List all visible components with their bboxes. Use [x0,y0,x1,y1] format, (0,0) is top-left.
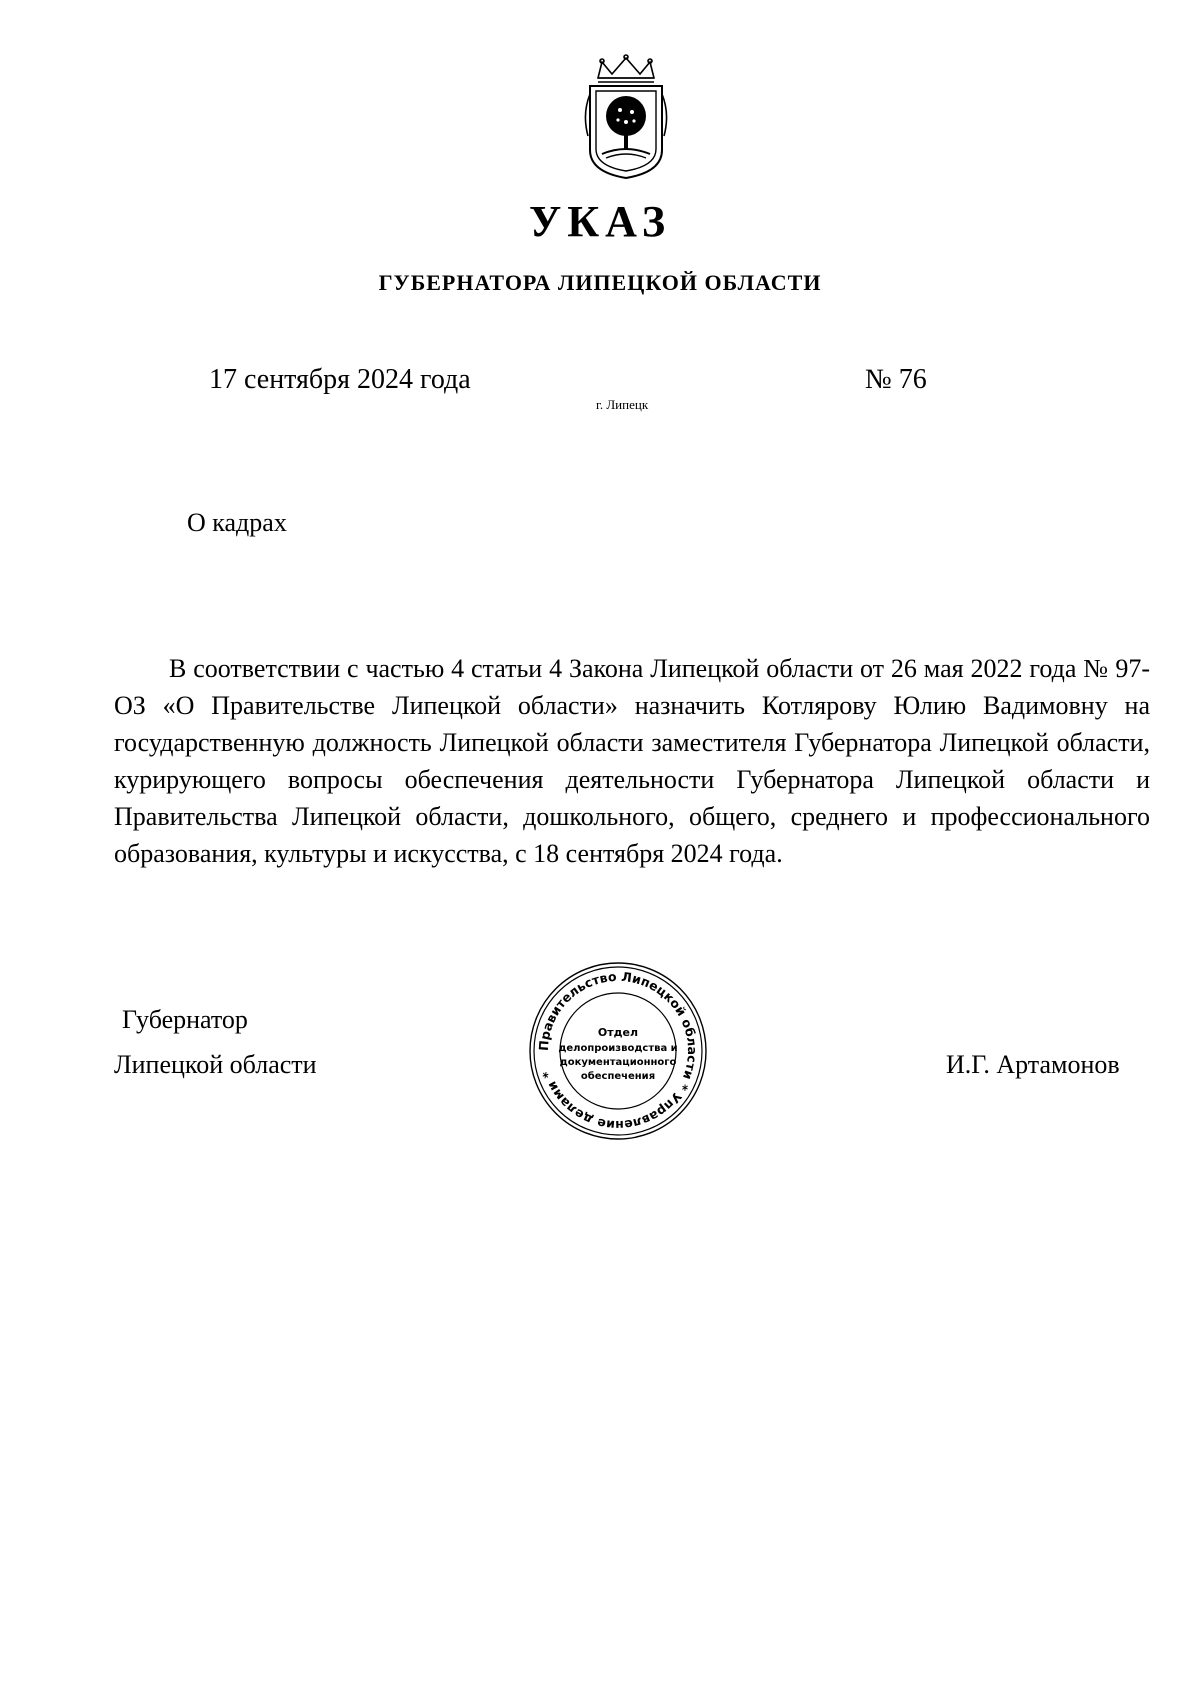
official-stamp [525,958,711,1144]
stamp-inner-line3: документационного [559,1057,677,1068]
coat-of-arms-icon [580,54,672,182]
document-subject: О кадрах [187,508,287,537]
stamp-inner-line4: обеспечения [580,1071,656,1082]
signatory-name: И.Г. Артамонов [946,1050,1120,1079]
document-body: В соответствии с частью 4 статьи 4 Закона Липецкой области от 26 мая 2022 года № 97-ОЗ «О Правительстве Липецкой области» назначить Котлярову Юлию Вадимовну на государственную должность Липецкой области заместителя Губернатора Липецкой области, курирующего вопросы обеспечения деятельности Губернатора Липецкой области и Правительства Липецкой области, дошкольного, общего, среднего и профессионального образования, культуры и искусства, с 18 сентября 2024 года. [114,654,1150,868]
document-title: УКАЗ [528,197,672,246]
document-number: № 76 [865,364,927,395]
stamp-outer-text: Правительство Липецкой области * Управление делами * [535,968,701,1134]
signatory-title-line2: Липецкой области [114,1050,317,1079]
stamp-inner-line2: делопроизводства и [558,1043,678,1054]
document-city: г. Липецк [596,397,649,412]
document-date: 17 сентября 2024 года [209,364,471,395]
document-subtitle: ГУБЕРНАТОРА ЛИПЕЦКОЙ ОБЛАСТИ [378,270,822,295]
stamp-inner-line1: Отдел [597,1026,639,1039]
signatory-title-line1: Губернатор [122,1005,248,1034]
